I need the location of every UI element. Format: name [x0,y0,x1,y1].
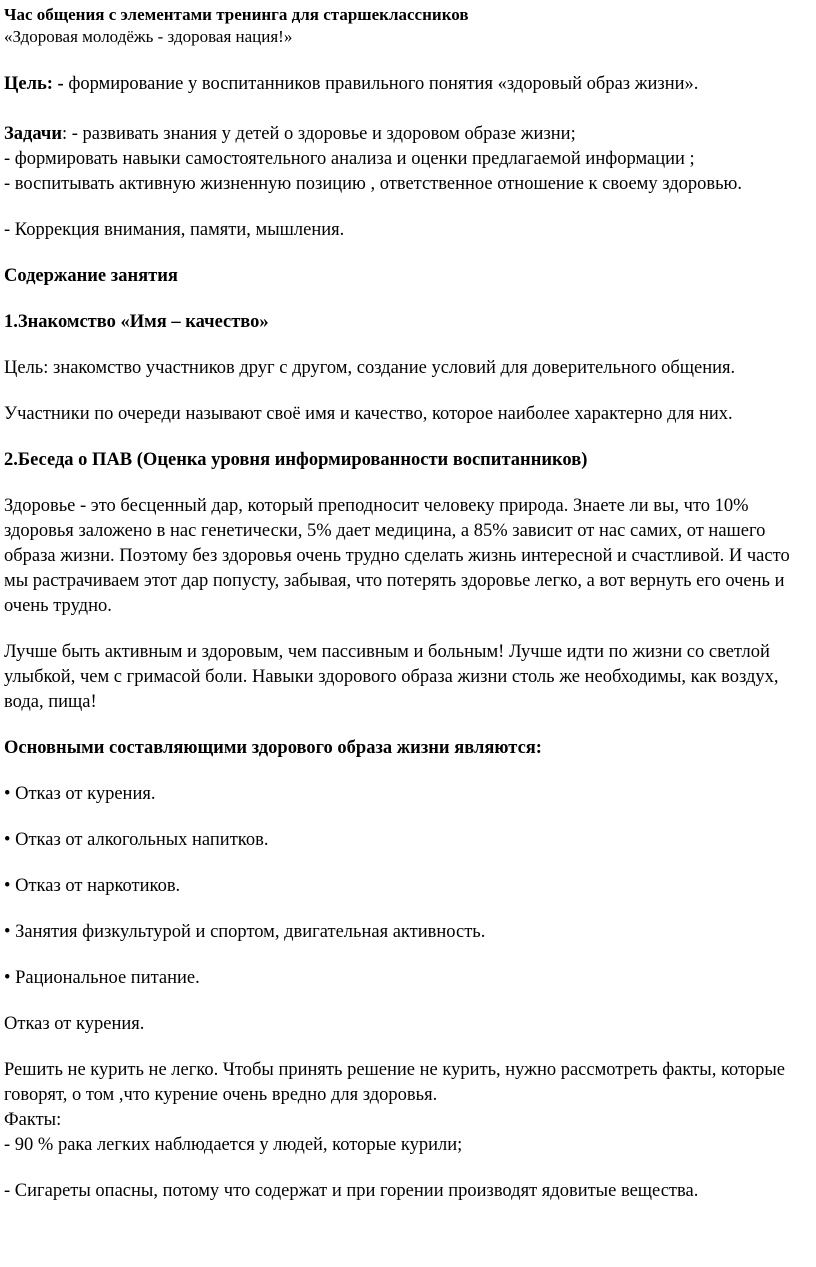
smoking-fact-2: - Сигареты опасны, потому что содержат и при горении производят ядовитые вещества. [4,1181,699,1201]
smoking-fact-1: - 90 % рака легких наблюдается у людей, которые курили; [4,1135,463,1155]
section1-goal: Цель: знакомство участников друг с другом, создание условий для доверительного общения. [4,358,736,378]
section2-heading: 2.Беседа о ПАВ (Оценка уровня информированности воспитанников) [4,450,588,470]
section1-heading: 1.Знакомство «Имя – качество» [4,312,269,332]
goal-label: Цель: - [4,74,69,94]
list-item: • Занятия физкультурой и спортом, двигательная активность. [4,922,486,942]
section2-para1: Здоровье - это бесценный дар, который преподносит человеку природа. Знаете ли вы, что 10% здоровья заложено в нас генетически, 5% дает медицина, а 85% зависит от нас самих, от нашего образа жизни. Поэтому без здоровья очень трудно сделать жизнь интересной и счастливой. И часто мы растрачиваем этот дар попусту, забывая, что потерять здоровье легко, а вот вернуть его очень и очень трудно. [4,496,790,616]
list-item: • Рациональное питание. [4,968,200,988]
list-item: • Отказ от алкогольных напитков. [4,830,269,850]
document-title: Час общения с элементами тренинга для старшеклассников [4,5,469,24]
tasks-third: - воспитывать активную жизненную позицию , ответственное отношение к своему здоровью. [4,174,743,194]
tasks-first: : - развивать знания у детей о здоровье и здоровом образе жизни; [61,124,576,144]
components-heading: Основными составляющими здорового образа жизни являются: [4,738,542,758]
tasks-fourth: - Коррекция внимания, памяти, мышления. [4,220,345,240]
document-subtitle: «Здоровая молодёжь - здоровая нация!» [4,27,293,46]
tasks-paragraph [4,122,812,147]
content-heading: Содержание занятия [4,266,178,286]
smoking-facts-label: Факты: [4,1110,62,1130]
list-item: • Отказ от курения. [4,784,156,804]
section1-text: Участники по очереди называют своё имя и качество, которое наиболее характерно для них. [4,404,733,424]
smoking-heading: Отказ от курения. [4,1014,145,1034]
section2-para2: Лучше быть активным и здоровым, чем пассивным и больным! Лучше идти по жизни со светлой улыбкой, чем с гримасой боли. Навыки здорового образа жизни столь же необходимы, как воздух, вода, пища! [4,642,779,712]
goal-text: формирование у воспитанников правильного понятия «здоровый образ жизни». [68,74,699,94]
tasks-label: Задачи [4,124,62,144]
tasks-second: - формировать навыки самостоятельного анализа и оценки предлагаемой информации ; [4,149,695,169]
smoking-intro: Решить не курить не легко. Чтобы принять решение не курить, нужно рассмотреть факты, которые говорят, о том ,что курение очень вредно для здоровья. [4,1060,785,1105]
goal-paragraph [4,72,812,97]
list-item: • Отказ от наркотиков. [4,876,181,896]
